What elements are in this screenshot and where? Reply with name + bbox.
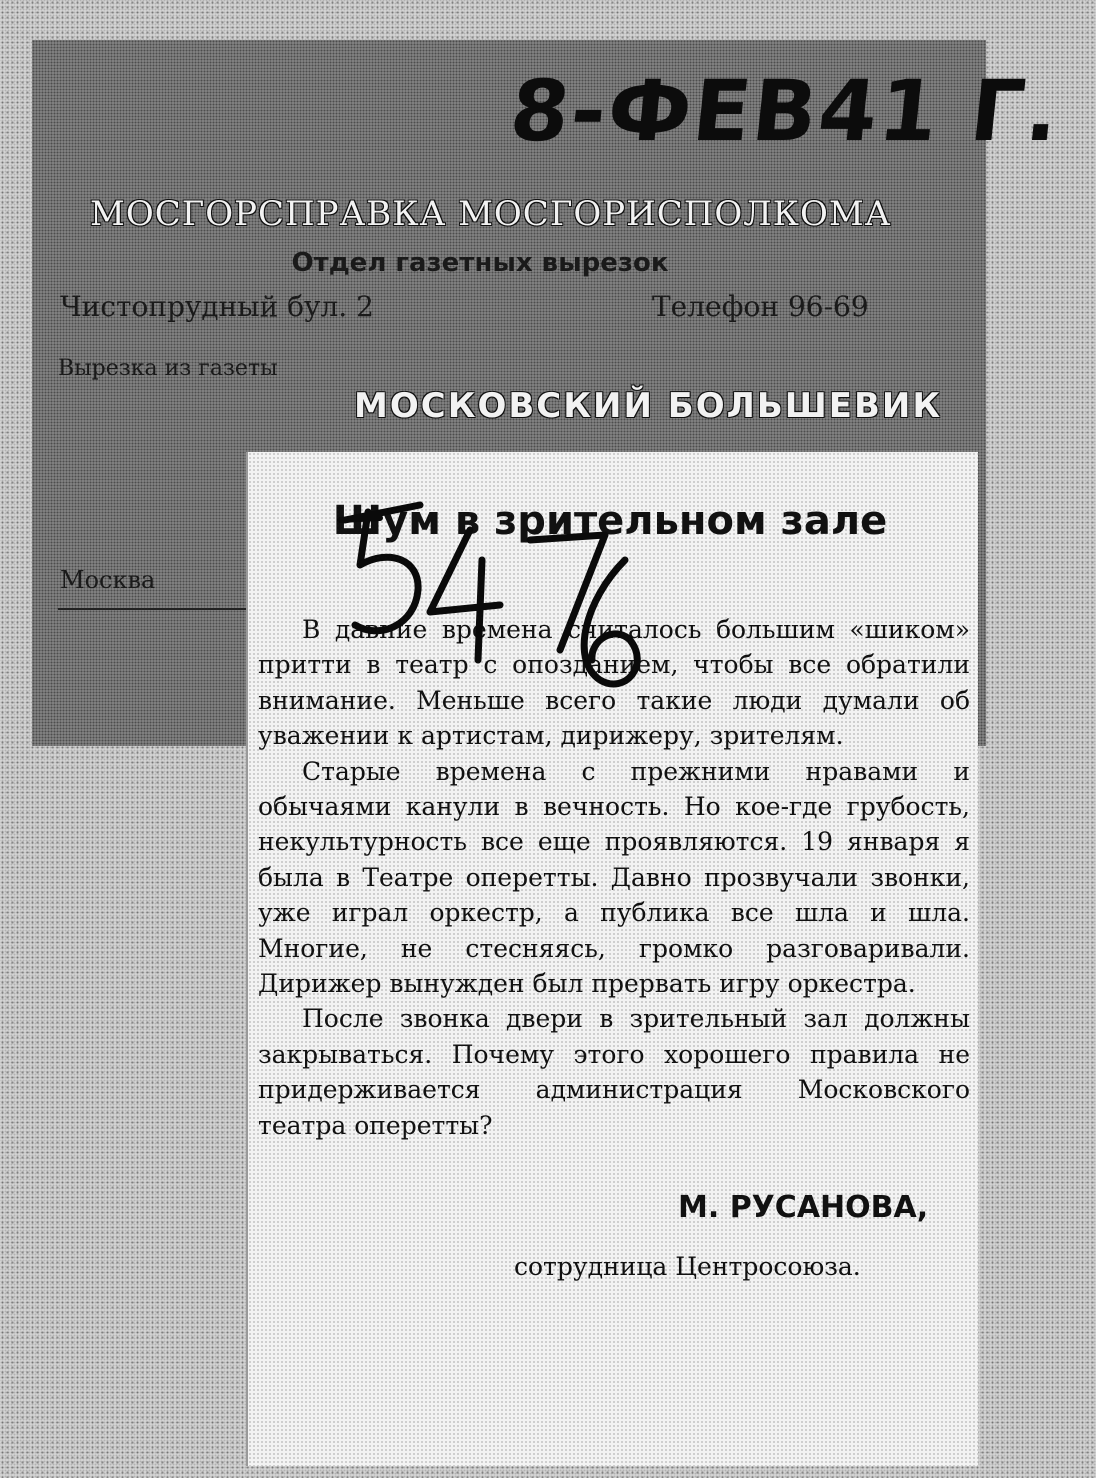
newspaper-clipping xyxy=(246,452,978,1466)
author-role: сотрудница Центросоюза. xyxy=(514,1252,861,1281)
newspaper-name: МОСКОВСКИЙ БОЛЬШЕВИК xyxy=(354,386,943,426)
date-stamp: 8-ФЕВ41 Г. xyxy=(505,62,1066,160)
address: Чистопрудный бул. 2 xyxy=(60,290,374,323)
city: Москва xyxy=(60,566,156,594)
article-paragraph: Старые времена с прежними нравами и обычаями канули в вечность. Но кое-где грубость, некультурность все еще проявляются. 19 января я была в Театре оперетты. Давно прозвучали звонки, уже играл оркестр, а публика все шла и шла. Многие, не стесняясь, громко разговаривали. Дирижер вынужден был прервать игру оркестра. xyxy=(258,756,970,999)
cut-from-label: Вырезка из газеты xyxy=(58,356,278,381)
article-paragraph: После звонка двери в зрительный зал должны закрываться. Почему этого хорошего правила не придерживается администрация Московского театра оперетты? xyxy=(258,1004,970,1140)
organization-name: МОСГОРСПРАВКА МОСГОРИСПОЛКОМА xyxy=(90,194,892,234)
article-paragraph: В давние времена считалось большим «шиком» притти в театр с опозданием, чтобы все обратили внимание. Меньше всего такие люди думали об уважении к артистам, дирижеру, зрителям. xyxy=(258,615,970,751)
article-headline: Шум в зрительном зале xyxy=(332,498,888,544)
city-underline xyxy=(58,608,246,610)
phone: Телефон 96-69 xyxy=(652,290,869,323)
article-body xyxy=(258,612,970,1143)
department-name: Отдел газетных вырезок xyxy=(291,248,669,278)
author-name: М. РУСАНОВА, xyxy=(678,1190,929,1225)
